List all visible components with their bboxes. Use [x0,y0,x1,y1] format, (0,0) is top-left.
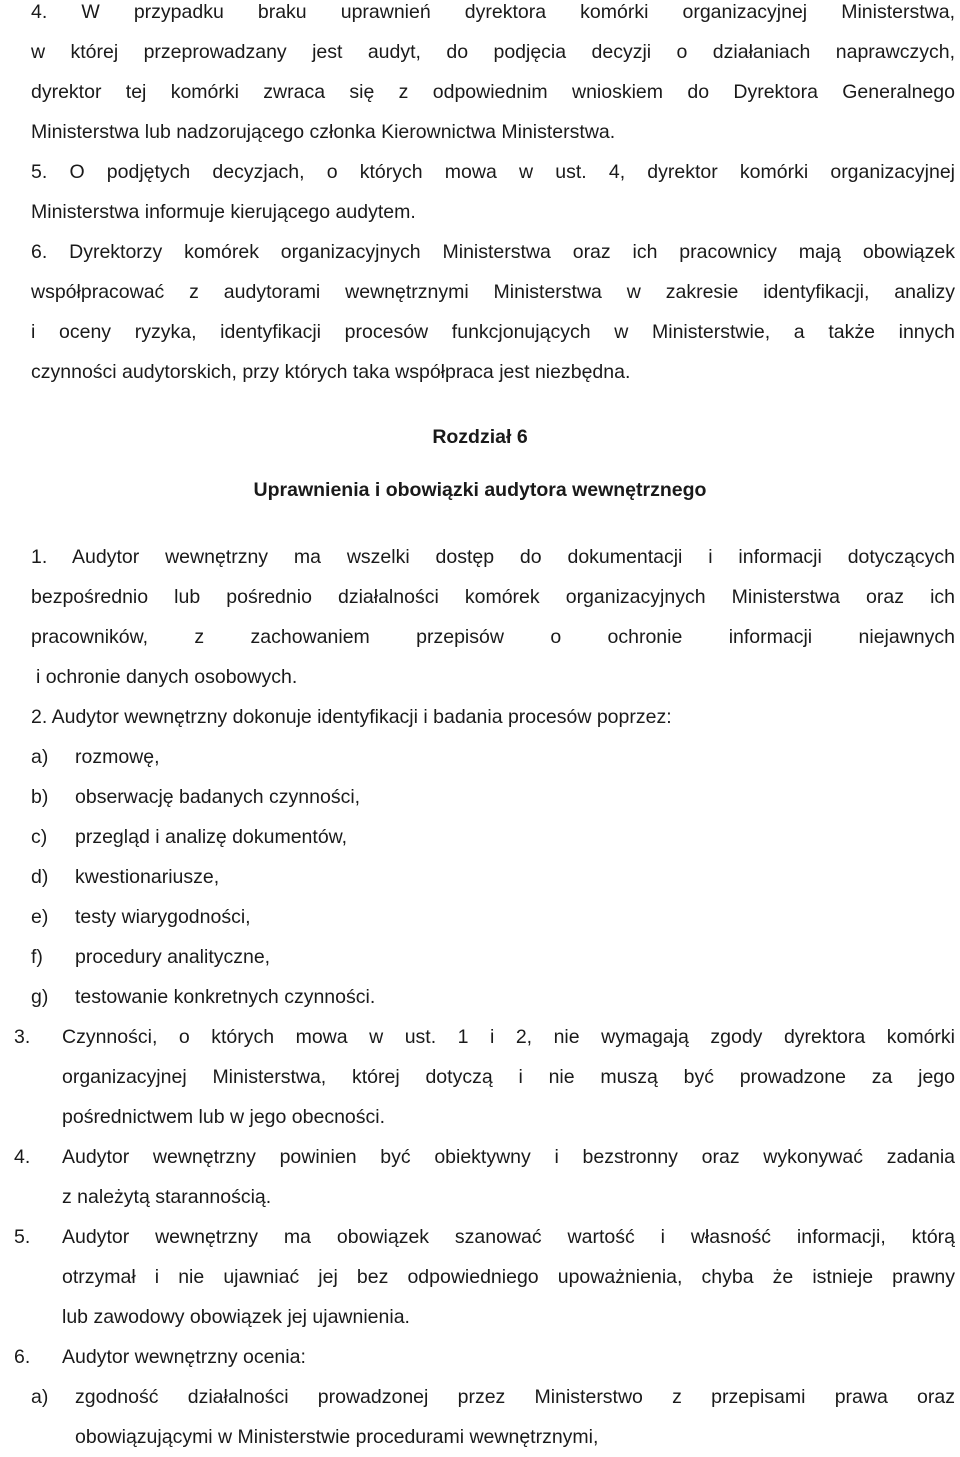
list-item-text: rozmowę, [75,746,160,768]
paragraph-line: z należytą starannością. [62,1186,272,1208]
list-item-label: b) [31,786,49,808]
paragraph-line: organizacyjnej Ministerstwa, której dotyczą i nie muszą być prowadzone za jego [62,1066,955,1088]
list-item-label: c) [31,826,48,848]
list-item-text: obowiązującymi w Ministerstwie procedurami wewnętrznymi, [75,1426,599,1448]
paragraph-line: współpracować z audytorami wewnętrznymi Ministerstwa w zakresie identyfikacji, analizy [31,281,955,303]
paragraph-line: otrzymał i nie ujawniać jej bez odpowiedniego upoważnienia, chyba że istnieje prawny [62,1266,955,1288]
paragraph-intro: 2. Audytor wewnętrzny dokonuje identyfikacji i badania procesów poprzez: [31,706,672,728]
paragraph-line: 4. W przypadku braku uprawnień dyrektora komórki organizacyjnej Ministerstwa, [31,1,955,23]
list-item-label: d) [31,866,49,888]
paragraph-number: 6. [14,1346,31,1368]
list-item-label: a) [31,1386,49,1408]
paragraph-line: w której przeprowadzany jest audyt, do podjęcia decyzji o działaniach naprawczych, [31,41,955,63]
chapter-title: Uprawnienia i obowiązki audytora wewnętrznego [253,479,707,501]
list-item-label: e) [31,906,49,928]
paragraph-line: bezpośrednio lub pośrednio działalności komórek organizacyjnych Ministerstwa oraz ich [31,586,955,608]
paragraph-line: Audytor wewnętrzny ocenia: [62,1346,306,1368]
list-item-text: kwestionariusze, [75,866,220,888]
list-item-text: obserwację badanych czynności, [75,786,361,808]
paragraph-line: 1. Audytor wewnętrzny ma wszelki dostęp do dokumentacji i informacji dotyczących [31,546,955,568]
list-item-text: zgodność działalności prowadzonej przez Ministerstwo z przepisami prawa oraz [75,1386,955,1408]
paragraph-line: i oceny ryzyka, identyfikacji procesów funkcjonujących w Ministerstwie, a także innych [31,321,955,343]
paragraph-line: Ministerstwa informuje kierującego audytem. [31,201,416,223]
paragraph-number: 3. [14,1026,31,1048]
paragraph-line: czynności audytorskich, przy których taka współpraca jest niezbędna. [31,361,631,383]
list-item-text: procedury analityczne, [75,946,271,968]
list-item-text: testowanie konkretnych czynności. [75,986,376,1008]
list-item-text: testy wiarygodności, [75,906,251,928]
paragraph-number: 4. [14,1146,31,1168]
paragraph-line: 5. O podjętych decyzjach, o których mowa w ust. 4, dyrektor komórki organizacyjnej [31,161,955,183]
paragraph-number: 5. [14,1226,31,1248]
paragraph-line: pośrednictwem lub w jego obecności. [62,1106,386,1128]
paragraph-line: pracowników, z zachowaniem przepisów o ochronie informacji niejawnych [31,626,955,648]
paragraph-line: Czynności, o których mowa w ust. 1 i 2, nie wymagają zgody dyrektora komórki [62,1026,955,1048]
paragraph-line: i ochronie danych osobowych. [36,666,298,688]
list-item-text: przegląd i analizę dokumentów, [75,826,348,848]
paragraph-line: dyrektor tej komórki zwraca się z odpowiednim wnioskiem do Dyrektora Generalnego [31,81,955,103]
list-item-label: a) [31,746,49,768]
paragraph-line: Audytor wewnętrzny powinien być obiektywny i bezstronny oraz wykonywać zadania [62,1146,955,1168]
chapter-number: Rozdział 6 [432,426,528,448]
paragraph-line: 6. Dyrektorzy komórek organizacyjnych Ministerstwa oraz ich pracownicy mają obowiązek [31,241,955,263]
paragraph-line: Audytor wewnętrzny ma obowiązek szanować wartość i własność informacji, którą [62,1226,955,1248]
list-item-label: f) [31,946,43,968]
paragraph-line: Ministerstwa lub nadzorującego członka Kierownictwa Ministerstwa. [31,121,616,143]
list-item-label: g) [31,986,49,1008]
paragraph-line: lub zawodowy obowiązek jej ujawnienia. [62,1306,410,1328]
